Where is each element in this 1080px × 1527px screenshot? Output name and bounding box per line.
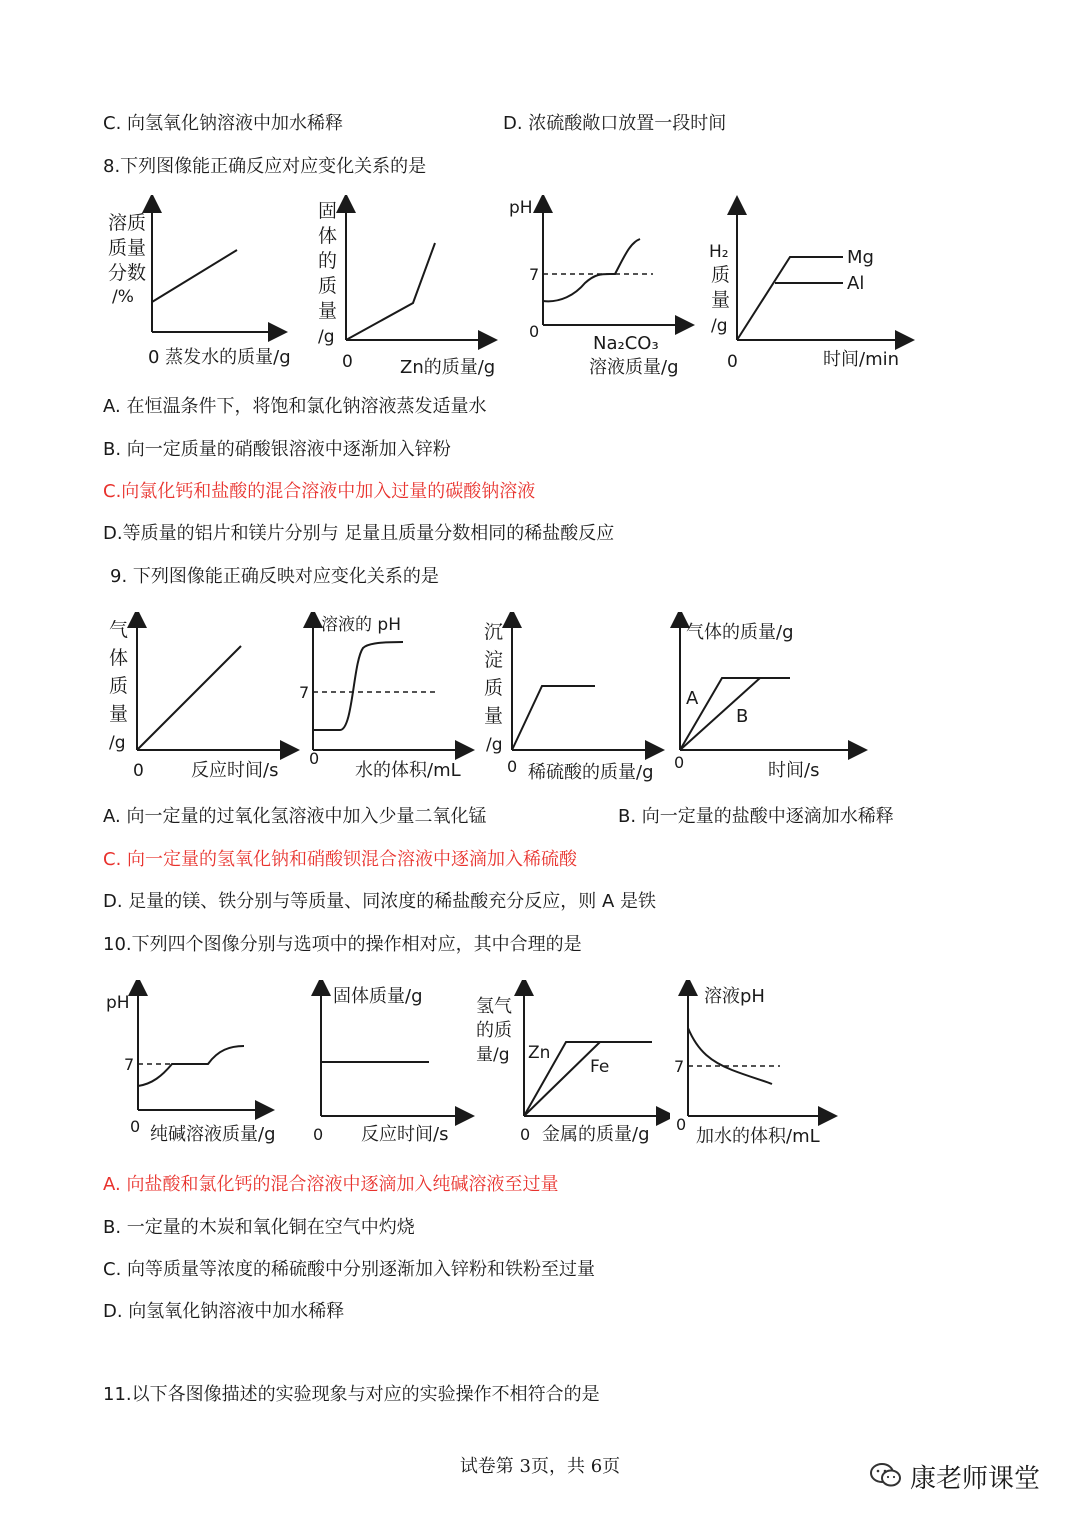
svg-text:时间/min: 时间/min	[823, 349, 900, 370]
svg-text:0: 0	[507, 757, 518, 776]
svg-text:Na₂CO₃: Na₂CO₃	[593, 333, 659, 354]
q8-graph-a	[100, 195, 300, 375]
svg-text:质: 质	[711, 264, 731, 286]
q9-stem: 9. 下列图像能正确反映对应变化关系的是	[110, 566, 439, 587]
q8-option-b: B. 向一定质量的硝酸银溶液中逐渐加入锌粉	[103, 439, 451, 460]
q9-graph-c	[480, 612, 670, 787]
svg-text:气体的质量/g: 气体的质量/g	[686, 622, 794, 643]
svg-text:0: 0	[309, 749, 320, 768]
svg-text:量: 量	[318, 300, 338, 322]
svg-text:0: 0	[520, 1125, 531, 1144]
q9-graph-b	[295, 612, 480, 787]
wechat-icon	[870, 1462, 902, 1488]
q8d-series-al: Al	[847, 273, 865, 294]
svg-text:0: 0	[674, 753, 685, 772]
q9-option-d: D. 足量的镁、铁分别与等质量、同浓度的稀盐酸充分反应，则 A 是铁	[103, 891, 657, 912]
q8b-xlabel: Zn的质量/g	[400, 357, 496, 378]
svg-text:H₂: H₂	[709, 242, 729, 262]
svg-text:pH: pH	[106, 993, 130, 1013]
svg-text:量: 量	[711, 289, 731, 311]
q10-graph-b	[305, 980, 475, 1150]
svg-text:溶液pH: 溶液pH	[704, 986, 765, 1007]
svg-text:7: 7	[529, 265, 540, 284]
q10-option-b: B. 一定量的木炭和氧化铜在空气中灼烧	[103, 1217, 415, 1238]
svg-text:0: 0	[133, 761, 144, 781]
q8a-ylabel-2: 质量	[108, 237, 147, 259]
svg-text:固体质量/g: 固体质量/g	[333, 986, 423, 1007]
q9-option-b: B. 向一定量的盐酸中逐滴加水稀释	[618, 806, 894, 827]
q8-stem: 8.下列图像能正确反应对应变化关系的是	[103, 156, 427, 177]
svg-text:/g: /g	[109, 733, 126, 753]
svg-text:氢气: 氢气	[476, 996, 512, 1017]
q8-option-c: C.向氯化钙和盐酸的混合溶液中加入过量的碳酸钠溶液	[103, 481, 536, 502]
q8-graph-c	[505, 195, 705, 385]
svg-text:稀硫酸的质量/g: 稀硫酸的质量/g	[528, 762, 654, 783]
brand-name: 康老师课堂	[910, 1464, 1041, 1494]
svg-text:0: 0	[676, 1115, 687, 1134]
q9-graph-a	[105, 612, 305, 787]
svg-text:水的体积/mL: 水的体积/mL	[355, 760, 461, 781]
svg-text:7: 7	[674, 1057, 685, 1076]
svg-text:/g: /g	[486, 735, 503, 755]
q9d-series-a: A	[686, 688, 699, 709]
svg-text:质: 质	[109, 675, 129, 697]
q8a-ylabel-1: 溶质	[108, 212, 147, 234]
svg-text:7: 7	[124, 1055, 135, 1074]
svg-text:气: 气	[109, 619, 129, 641]
svg-text:沉: 沉	[484, 621, 504, 643]
q8-option-a: A. 在恒温条件下，将饱和氯化钠溶液蒸发适量水	[103, 396, 487, 417]
svg-text:淀: 淀	[484, 649, 504, 671]
svg-text:反应时间/s: 反应时间/s	[361, 1124, 449, 1145]
q8-graph-d	[705, 195, 915, 385]
svg-text:溶液的 pH: 溶液的 pH	[321, 615, 401, 635]
svg-text:0: 0	[529, 322, 540, 341]
svg-text:0: 0	[130, 1117, 141, 1136]
svg-text:0: 0	[727, 352, 738, 372]
svg-text:/g: /g	[318, 327, 335, 347]
q10-graph-d	[672, 980, 842, 1150]
q9-option-a: A. 向一定量的过氧化氢溶液中加入少量二氧化锰	[103, 806, 487, 827]
svg-text:7: 7	[299, 683, 310, 702]
svg-text:溶液质量/g: 溶液质量/g	[589, 357, 679, 378]
q8-graph-b	[310, 195, 510, 385]
svg-text:质: 质	[318, 275, 338, 297]
svg-text:金属的质量/g: 金属的质量/g	[542, 1124, 650, 1145]
q8d-series-mg: Mg	[847, 247, 874, 268]
svg-text:反应时间/s: 反应时间/s	[191, 760, 279, 781]
svg-text:体: 体	[109, 647, 129, 669]
q8a-ylabel-3: 分数	[108, 262, 147, 284]
svg-text:的: 的	[318, 250, 338, 272]
svg-text:固: 固	[318, 200, 338, 222]
q10-graph-c	[470, 980, 670, 1150]
svg-text:量/g: 量/g	[476, 1045, 510, 1065]
q10-stem: 10.下列四个图像分别与选项中的操作相对应，其中合理的是	[103, 934, 582, 955]
svg-text:质: 质	[484, 677, 504, 699]
q10c-series-zn: Zn	[528, 1043, 551, 1063]
q8a-ylabel-4: /%	[112, 287, 134, 307]
q10-option-d: D. 向氢氧化钠溶液中加水稀释	[103, 1301, 345, 1322]
svg-text:纯碱溶液质量/g: 纯碱溶液质量/g	[150, 1124, 276, 1145]
q8a-xlabel: 0 蒸发水的质量/g	[148, 347, 291, 368]
q9d-series-b: B	[736, 706, 749, 727]
q8-option-d: D.等质量的铝片和镁片分别与 足量且质量分数相同的稀盐酸反应	[103, 523, 615, 544]
svg-text:0: 0	[342, 352, 353, 372]
q7-option-d: D. 浓硫酸敞口放置一段时间	[503, 113, 727, 134]
q10-option-c: C. 向等质量等浓度的稀硫酸中分别逐渐加入锌粉和铁粉至过量	[103, 1259, 596, 1280]
q9-graph-d	[670, 612, 870, 787]
svg-text:时间/s: 时间/s	[768, 760, 820, 781]
q10c-series-fe: Fe	[590, 1057, 610, 1077]
svg-text:的质: 的质	[476, 1020, 512, 1041]
page-footer: 试卷第 3页，共 6页	[459, 1456, 621, 1477]
svg-text:量: 量	[109, 703, 129, 725]
svg-text:加水的体积/mL: 加水的体积/mL	[696, 1126, 820, 1147]
q7-option-c: C. 向氢氧化钠溶液中加水稀释	[103, 113, 344, 134]
svg-text:体: 体	[318, 225, 338, 247]
q10-graph-a	[100, 980, 300, 1150]
svg-text:量: 量	[484, 705, 504, 727]
q9-option-c: C. 向一定量的氢氧化钠和硝酸钡混合溶液中逐滴加入稀硫酸	[103, 849, 578, 870]
svg-text:pH: pH	[509, 198, 533, 218]
q10-option-a: A. 向盐酸和氯化钙的混合溶液中逐滴加入纯碱溶液至过量	[103, 1174, 559, 1195]
svg-text:0: 0	[313, 1125, 324, 1144]
svg-text:/g: /g	[711, 316, 728, 336]
q11-stem: 11.以下各图像描述的实验现象与对应的实验操作不相符合的是	[103, 1384, 600, 1405]
